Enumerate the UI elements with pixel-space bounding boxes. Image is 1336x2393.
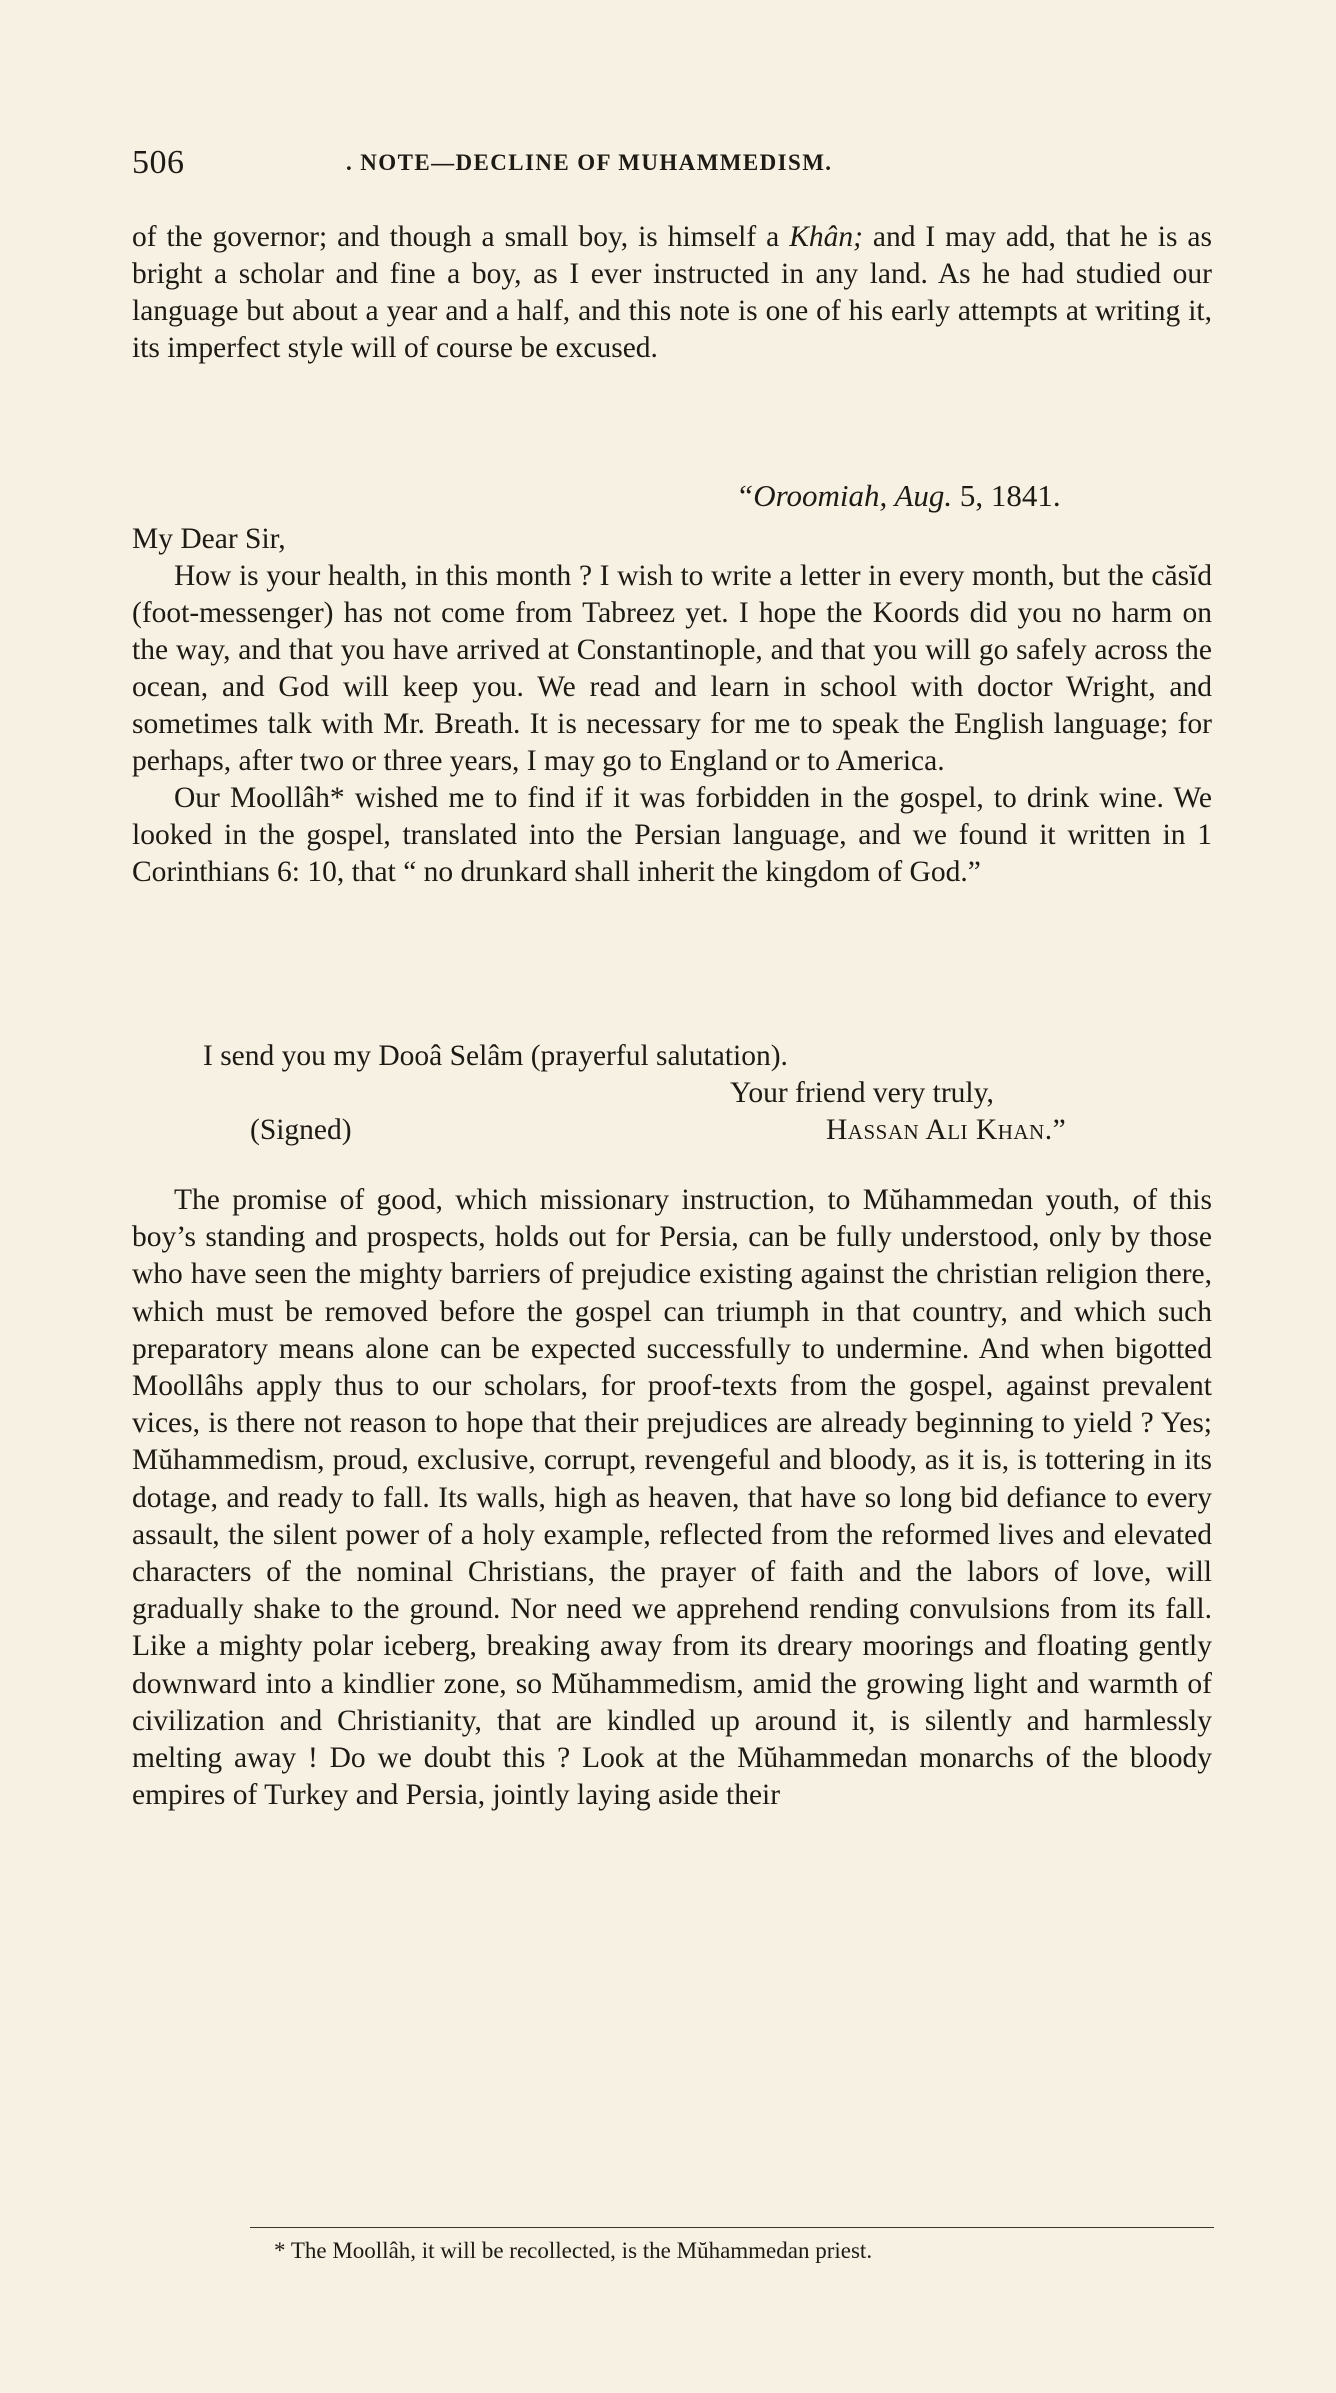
intro-text-before: of the governor; and though a small boy, is himself a — [132, 221, 790, 253]
dateline-date: 5, 1841. — [952, 478, 1061, 513]
intro-paragraph — [132, 219, 1212, 367]
letter-body — [132, 558, 1212, 891]
dateline-place: “Oroomiah, Aug. — [736, 478, 953, 513]
page-number: 506 — [132, 144, 185, 181]
letter-signature: Hassan Ali Khan.” — [826, 1114, 1067, 1146]
running-title: . NOTE—DECLINE OF MUHAMMEDISM. — [346, 150, 833, 175]
letter-paragraph-2: Our Moollâh* wished me to find if it was forbidden in the gospel, to drink wine. We looked in the gospel, translated into the Persian language, and we found it written in 1 Corinthians 6: 10, that “ no drunkard shall inherit the kingdom of God.” — [132, 782, 1212, 888]
commentary-paragraph — [132, 1182, 1212, 1814]
khan-word: Khân; — [789, 221, 863, 253]
footnote-divider — [250, 2227, 1214, 2228]
letter-closing-valediction: Your friend very truly, — [730, 1077, 994, 1109]
footnote: * The Moollâh, it will be recollected, is the Mŭhammedan priest. — [274, 2238, 873, 2263]
page-header — [132, 138, 1217, 188]
intro-text-after: and I may add, that he is as bright a scholar and fine a boy, as I ever instructed in any land. As he had studied our language but about a year and a half, and this note is one of his early attempts at writing it, its imperfect style will of course be excused. — [132, 221, 1212, 364]
letter-paragraph-1: How is your health, in this month ? I wish to write a letter in every month, but the căsĭd (foot-messenger) has not come from Tabreez yet. I hope the Koords did you no harm on the way, and that you have arrived at Constantinople, and that you will go safely across the ocean, and God will keep you. We read and learn in school with doctor Wright, and sometimes talk with Mr. Breath. It is necessary for me to speak the English language; for perhaps, after two or three years, I may go to England or to America. — [132, 560, 1212, 777]
commentary-text: The promise of good, which missionary instruction, to Mŭhammedan youth, of this boy’s standing and prospects, holds out for Persia, can be fully understood, only by those who have seen the mighty barriers of prejudice existing against the christian religion there, which must be removed before the gospel can triumph in that country, and which such preparatory means alone can be expected successfully to undermine. And when bigotted Moollâhs apply thus to our scholars, for proof-texts from the gospel, against prevalent vices, is there not reason to hope that their prejudices are already beginning to yield ? Yes; Mŭhammedism, proud, exclusive, corrupt, revengeful and bloody, as it is, is tottering in its dotage, and ready to fall. Its walls, high as heaven, that have so long bid defiance to every assault, the silent power of a holy example, reflected from the reformed lives and elevated characters of the nominal Christians, the prayer of faith and the labors of love, will gradually shake to the ground. Nor need we apprehend rending convulsions from its fall. Like a mighty polar iceberg, breaking away from its dreary moorings and floating gently downward into a kindlier zone, so Mŭhammedism, amid the growing light and warmth of civilization and Christianity, that are kindled up around it, is silently and harmlessly melting away ! Do we doubt this ? Look at the Mŭhammedan monarchs of the bloody empires of Turkey and Persia, jointly laying aside their — [132, 1184, 1212, 1812]
letter-salutation: My Dear Sir, — [132, 523, 286, 555]
letter-closing-salutation: I send you my Dooâ Selâm (prayerful salutation). — [203, 1040, 788, 1072]
letter-dateline — [736, 476, 1061, 516]
signed-label: (Signed) — [250, 1114, 352, 1146]
